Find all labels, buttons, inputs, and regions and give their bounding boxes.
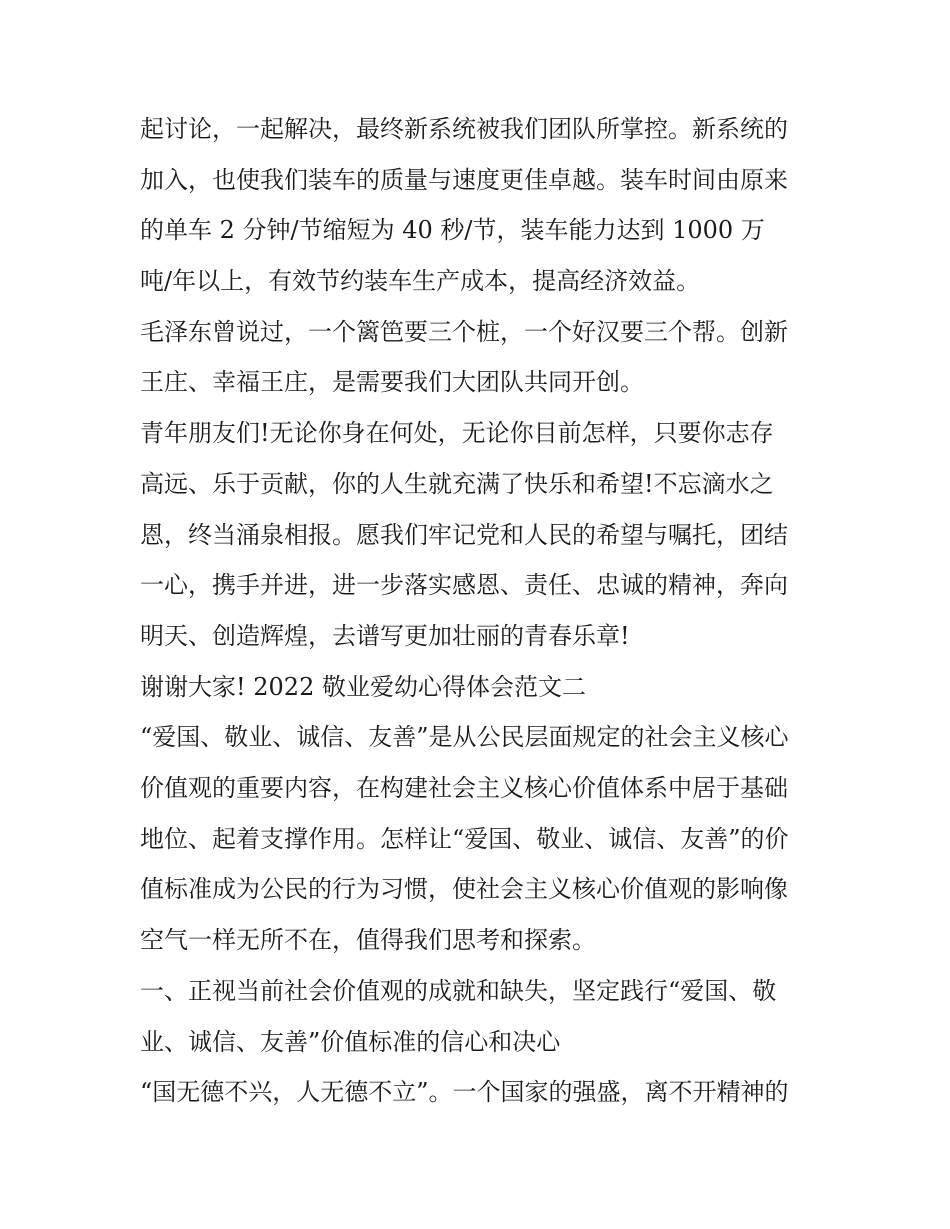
text-line: 恩，终当涌泉相报。愿我们牢记党和人民的希望与嘱托，团结 [140, 521, 788, 549]
text-line: 起讨论，一起解决，最终新系统被我们团队所掌控。新系统的 [140, 115, 788, 143]
text-line: 加入，也使我们装车的质量与速度更佳卓越。装车时间由原来 [140, 166, 788, 194]
text-line: 王庄、幸福王庄，是需要我们大团队共同开创。 [140, 368, 644, 396]
text-line: 青年朋友们!无论你身在何处，无论你目前怎样，只要你志存 [140, 419, 774, 447]
text-line: 地位、起着支撑作用。怎样让“爱国、敬业、诚信、友善”的价 [140, 825, 789, 853]
text-line: 价值观的重要内容，在构建社会主义核心价值体系中居于基础 [140, 774, 788, 802]
text-line: “爱国、敬业、诚信、友善”是从公民层面规定的社会主义核心 [140, 723, 789, 751]
text-line: 吨/年以上，有效节约装车生产成本，提高经济效益。 [140, 267, 701, 295]
text-line: 值标准成为公民的行为习惯，使社会主义核心价值观的影响像 [140, 875, 788, 903]
section-heading: 谢谢大家! 2022 敬业爱幼心得体会范文二 [140, 673, 586, 701]
text-line: 毛泽东曾说过，一个篱笆要三个桩，一个好汉要三个帮。创新 [140, 318, 788, 346]
text-line: 一心，携手并进，进一步落实感恩、责任、忠诚的精神，奔向 [140, 571, 788, 599]
text-line: 空气一样无所不在，值得我们思考和探索。 [140, 926, 596, 954]
text-line: 明天、创造辉煌，去谱写更加壮丽的青春乐章! [140, 622, 630, 650]
text-line: 的单车 2 分钟/节缩短为 40 秒/节，装车能力达到 1000 万 [140, 216, 765, 244]
text-line: 一、正视当前社会价值观的成就和缺失，坚定践行“爱国、敬 [140, 977, 777, 1005]
text-line: 业、诚信、友善”价值标准的信心和决心 [140, 1028, 561, 1056]
text-line: “国无德不兴，人无德不立”。一个国家的强盛，离不开精神的 [140, 1078, 789, 1106]
text-line: 高远、乐于贡献，你的人生就充满了快乐和希望!不忘滴水之 [140, 470, 774, 498]
